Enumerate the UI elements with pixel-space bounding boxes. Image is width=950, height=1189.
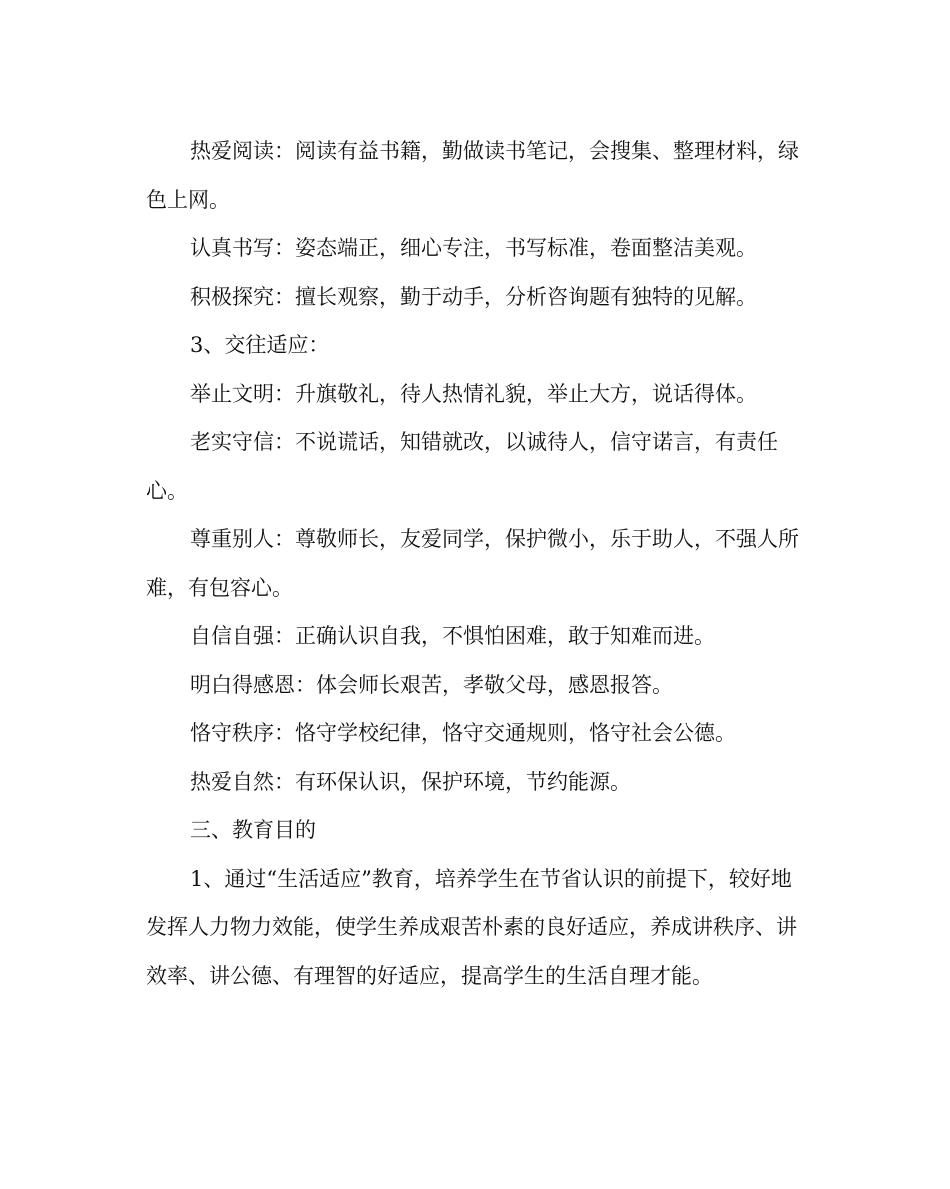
paragraph-writing: 认真书写：姿态端正，细心专注，书写标准，卷面整洁美观。	[190, 236, 757, 260]
section-heading-social: 3、交往适应：	[190, 333, 330, 357]
section-heading-goals: 三、教育目的	[190, 818, 316, 842]
paragraph-reading: 热爱阅读：阅读有益书籍，勤做读书笔记，会搜集、整理材料，绿色上网。	[146, 139, 799, 212]
paragraph-manners: 举止文明：升旗敬礼，待人热情礼貌，举止大方，说话得体。	[190, 381, 757, 406]
paragraph-nature: 热爱自然：有环保认识，保护环境，节约能源。	[190, 769, 631, 794]
paragraph-honesty: 老实守信：不说谎话，知错就改，以诚待人，信守诺言，有责任心。	[146, 430, 778, 503]
paragraph-goal-1: 1、通过“生活适应”教育，培养学生在节省认识的前提下，较好地发挥人力物力效能，使学生养成艰苦朴素的良好适应，养成讲秩序、讲效率、讲公德、有理智的好适应，提高学生的生活自理才能。	[146, 866, 797, 988]
paragraph-gratitude: 明白得感恩：体会师长艰苦，孝敬父母，感恩报答。	[190, 672, 673, 697]
paragraph-confidence: 自信自强：正确认识自我，不惧怕困难，敢于知难而进。	[190, 624, 715, 648]
paragraph-respect: 尊重别人：尊敬师长，友爱同学，保护微小，乐于助人，不强人所难，有包容心。	[146, 527, 799, 600]
document-body	[146, 127, 806, 1000]
paragraph-exploring: 积极探究：擅长观察，勤于动手，分析咨询题有独特的见解。	[190, 284, 757, 309]
paragraph-order: 恪守秩序：恪守学校纪律，恪守交通规则，恪守社会公德。	[190, 721, 736, 745]
